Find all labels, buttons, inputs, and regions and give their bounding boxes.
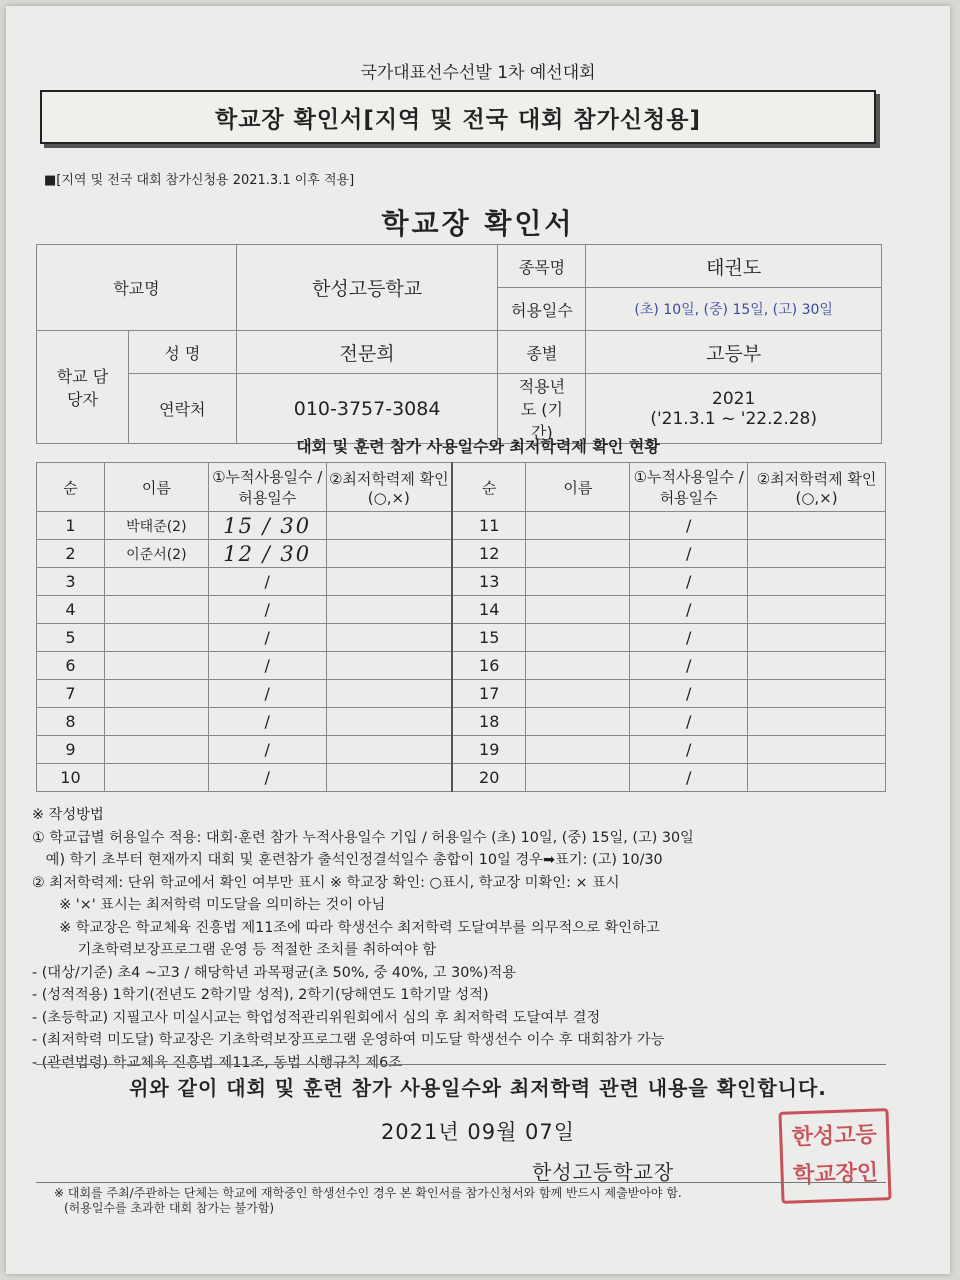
row-no-2: 13 — [452, 568, 526, 596]
row-name-2 — [526, 680, 630, 708]
row-check — [326, 624, 452, 652]
row-days-2: / — [630, 736, 748, 764]
row-name-2 — [526, 596, 630, 624]
table-row — [37, 708, 886, 736]
table-row — [37, 596, 886, 624]
instructions-title: ※ 작성방법 — [32, 807, 104, 823]
row-days-2: / — [630, 764, 748, 792]
table-row — [37, 736, 886, 764]
row-days-2: / — [630, 540, 748, 568]
division-value: 고등부 — [586, 331, 882, 374]
row-days-2: / — [630, 680, 748, 708]
row-days: / — [208, 624, 326, 652]
period-value: ('21.3.1 ~ '22.2.28) — [650, 408, 817, 429]
instruction-line: - (대상/기준) 초4 ~고3 / 해당학년 과목평균(초 50%, 중 40%, 고 30%)적용 — [32, 964, 517, 981]
footnote-line-2: (허용일수를 초과한 대회 참가는 불가함) — [64, 1201, 275, 1215]
row-days: / — [208, 708, 326, 736]
row-check — [326, 568, 452, 596]
row-check-2 — [748, 624, 886, 652]
header-days: ①누적사용일수 /허용일수 — [208, 463, 326, 512]
row-name — [104, 652, 208, 680]
event-title: 국가대표선수선발 1차 예선대회 — [360, 63, 596, 83]
info-table — [36, 244, 882, 444]
row-name — [104, 568, 208, 596]
row-no-2: 17 — [452, 680, 526, 708]
table-row — [37, 652, 886, 680]
allowed-days-label: 허용일수 — [498, 288, 586, 331]
row-name — [104, 624, 208, 652]
document-date: 2021년 09월 07일 — [380, 1120, 576, 1144]
table-row — [37, 512, 886, 540]
header-check: ②최저학력제 확인(○,×) — [326, 463, 452, 512]
page-title: 학교장 확인서 — [381, 207, 575, 240]
instruction-line: ② 최저학력제: 단위 학교에서 확인 여부만 표시 ※ 학교장 확인: ○표시, 학교장 미확인: × 표시 — [32, 874, 620, 891]
row-no-2: 20 — [452, 764, 526, 792]
header-no-2: 순 — [452, 463, 526, 512]
row-no: 3 — [37, 568, 105, 596]
row-check — [326, 652, 452, 680]
row-check-2 — [748, 708, 886, 736]
manager-label: 학교 담당자 — [37, 331, 129, 444]
row-days-2: / — [630, 652, 748, 680]
row-days: / — [208, 680, 326, 708]
row-check — [326, 512, 452, 540]
school-value: 한성고등학교 — [236, 245, 498, 331]
instruction-line: ※ 학교장은 학교체육 진흥법 제11조에 따라 학생선수 최저학력 도달여부를 의무적으로 확인하고 — [32, 919, 660, 936]
row-name-2 — [526, 764, 630, 792]
year-label: 적용년도 (기간) — [498, 374, 586, 444]
row-name — [104, 596, 208, 624]
row-name — [104, 764, 208, 792]
header-no: 순 — [37, 463, 105, 512]
table-row — [37, 680, 886, 708]
sport-value: 태권도 — [586, 245, 882, 288]
row-days: / — [208, 736, 326, 764]
row-name-2 — [526, 736, 630, 764]
table-row — [37, 764, 886, 792]
row-no-2: 15 — [452, 624, 526, 652]
confirmation-statement: 위와 같이 대회 및 훈련 참가 사용일수와 최저학력 관련 내용을 확인합니다. — [129, 1076, 827, 1100]
instruction-line: - (초등학교) 지필고사 미실시교는 학업성적관리위원회에서 심의 후 최저학력 도달여부 결정 — [32, 1009, 601, 1026]
row-days: / — [208, 764, 326, 792]
row-days-2: / — [630, 624, 748, 652]
row-name: 이준서(2) — [104, 540, 208, 568]
applicable-note: ■[지역 및 전국 대회 참가신청용 2021.3.1 이후 적용] — [44, 173, 355, 188]
row-no: 7 — [37, 680, 105, 708]
row-check-2 — [748, 596, 886, 624]
row-name-2 — [526, 568, 630, 596]
signer-name: 한성고등학교장 — [532, 1160, 675, 1184]
row-no: 10 — [37, 764, 105, 792]
row-days: 12 / 30 — [208, 540, 326, 568]
row-no-2: 11 — [452, 512, 526, 540]
year-value: 2021 — [712, 388, 756, 409]
row-check-2 — [748, 764, 886, 792]
row-name-2 — [526, 708, 630, 736]
row-no: 6 — [37, 652, 105, 680]
row-check — [326, 764, 452, 792]
sport-label: 종목명 — [498, 245, 586, 288]
division-label: 종별 — [498, 331, 586, 374]
year-cell — [586, 374, 882, 444]
row-name-2 — [526, 540, 630, 568]
row-name-2 — [526, 652, 630, 680]
row-check-2 — [748, 736, 886, 764]
row-check-2 — [748, 568, 886, 596]
banner-text: 학교장 확인서[지역 및 전국 대회 참가신청용] — [215, 106, 701, 133]
row-no: 2 — [37, 540, 105, 568]
divider — [36, 1064, 886, 1065]
contact-value: 010-3757-3084 — [236, 374, 498, 444]
header-days-2: ①누적사용일수 /허용일수 — [630, 463, 748, 512]
row-name-2 — [526, 624, 630, 652]
row-check — [326, 540, 452, 568]
roster-body — [37, 512, 886, 792]
form-banner — [40, 90, 876, 144]
row-no-2: 18 — [452, 708, 526, 736]
instruction-line: - (성적적용) 1학기(전년도 2학기말 성적), 2학기(당해연도 1학기말 성적) — [32, 987, 489, 1003]
row-no-2: 19 — [452, 736, 526, 764]
allowed-days-value: (초) 10일, (중) 15일, (고) 30일 — [586, 288, 882, 331]
row-check-2 — [748, 680, 886, 708]
table-row — [37, 624, 886, 652]
row-check — [326, 708, 452, 736]
row-days-2: / — [630, 568, 748, 596]
row-no: 1 — [37, 512, 105, 540]
row-check — [326, 680, 452, 708]
school-label: 학교명 — [37, 245, 237, 331]
instruction-line: 예) 학기 초부터 현재까지 대회 및 훈련참가 출석인정결석일수 총합이 10일 경우➡표기: (고) 10/30 — [32, 852, 663, 868]
row-days-2: / — [630, 512, 748, 540]
header-name-2: 이름 — [526, 463, 630, 512]
row-name-2 — [526, 512, 630, 540]
row-check — [326, 596, 452, 624]
row-days: / — [208, 568, 326, 596]
instruction-line: - (관련법령) 학교체육 진흥법 제11조, 동법 시행규칙 제6조 — [32, 1054, 402, 1071]
header-check-2: ②최저학력제 확인(○,×) — [748, 463, 886, 512]
row-days-2: / — [630, 708, 748, 736]
row-name — [104, 736, 208, 764]
row-days: / — [208, 596, 326, 624]
row-no: 4 — [37, 596, 105, 624]
instructions-lines — [32, 827, 912, 1075]
row-no-2: 12 — [452, 540, 526, 568]
footnote — [54, 1186, 894, 1216]
row-no: 5 — [37, 624, 105, 652]
table-row — [37, 568, 886, 596]
row-check-2 — [748, 652, 886, 680]
row-check-2 — [748, 540, 886, 568]
instruction-line: 기초학력보장프로그램 운영 등 적절한 조치를 취하여야 함 — [32, 942, 437, 958]
seal-text: 한성고등학교장인 — [791, 1122, 879, 1189]
header-name: 이름 — [104, 463, 208, 512]
instruction-line: ① 학교급별 허용일수 적용: 대회·훈련 참가 누적사용일수 기입 / 허용일수 (초) 10일, (중) 15일, (고) 30일 — [32, 829, 694, 846]
document-page — [6, 6, 950, 1274]
name-value: 전문희 — [236, 331, 498, 374]
row-name: 박태준(2) — [104, 512, 208, 540]
row-no: 8 — [37, 708, 105, 736]
row-days: / — [208, 652, 326, 680]
instruction-line: - (최저학력 미도달) 학교장은 기초학력보장프로그램 운영하여 미도달 학생선수 이수 후 대회참가 가능 — [32, 1032, 665, 1048]
instructions — [32, 804, 912, 1074]
row-days-2: / — [630, 596, 748, 624]
section-title: 대회 및 훈련 참가 사용일수와 최저학력제 확인 현황 — [296, 437, 660, 456]
row-name — [104, 708, 208, 736]
instruction-line: ※ '×' 표시는 최저학력 미도달을 의미하는 것이 아님 — [32, 897, 386, 913]
row-check-2 — [748, 512, 886, 540]
row-no-2: 14 — [452, 596, 526, 624]
row-no: 9 — [37, 736, 105, 764]
row-days: 15 / 30 — [208, 512, 326, 540]
roster-table — [36, 462, 886, 792]
table-row — [37, 540, 886, 568]
row-no-2: 16 — [452, 652, 526, 680]
footer-divider — [36, 1182, 886, 1183]
name-label: 성 명 — [128, 331, 236, 374]
footnote-line-1: ※ 대회를 주최/주관하는 단체는 학교에 재학중인 학생선수인 경우 본 확인서를 참가신청서와 함께 반드시 제출받아야 함. — [54, 1186, 682, 1200]
contact-label: 연락처 — [128, 374, 236, 444]
row-name — [104, 680, 208, 708]
row-check — [326, 736, 452, 764]
